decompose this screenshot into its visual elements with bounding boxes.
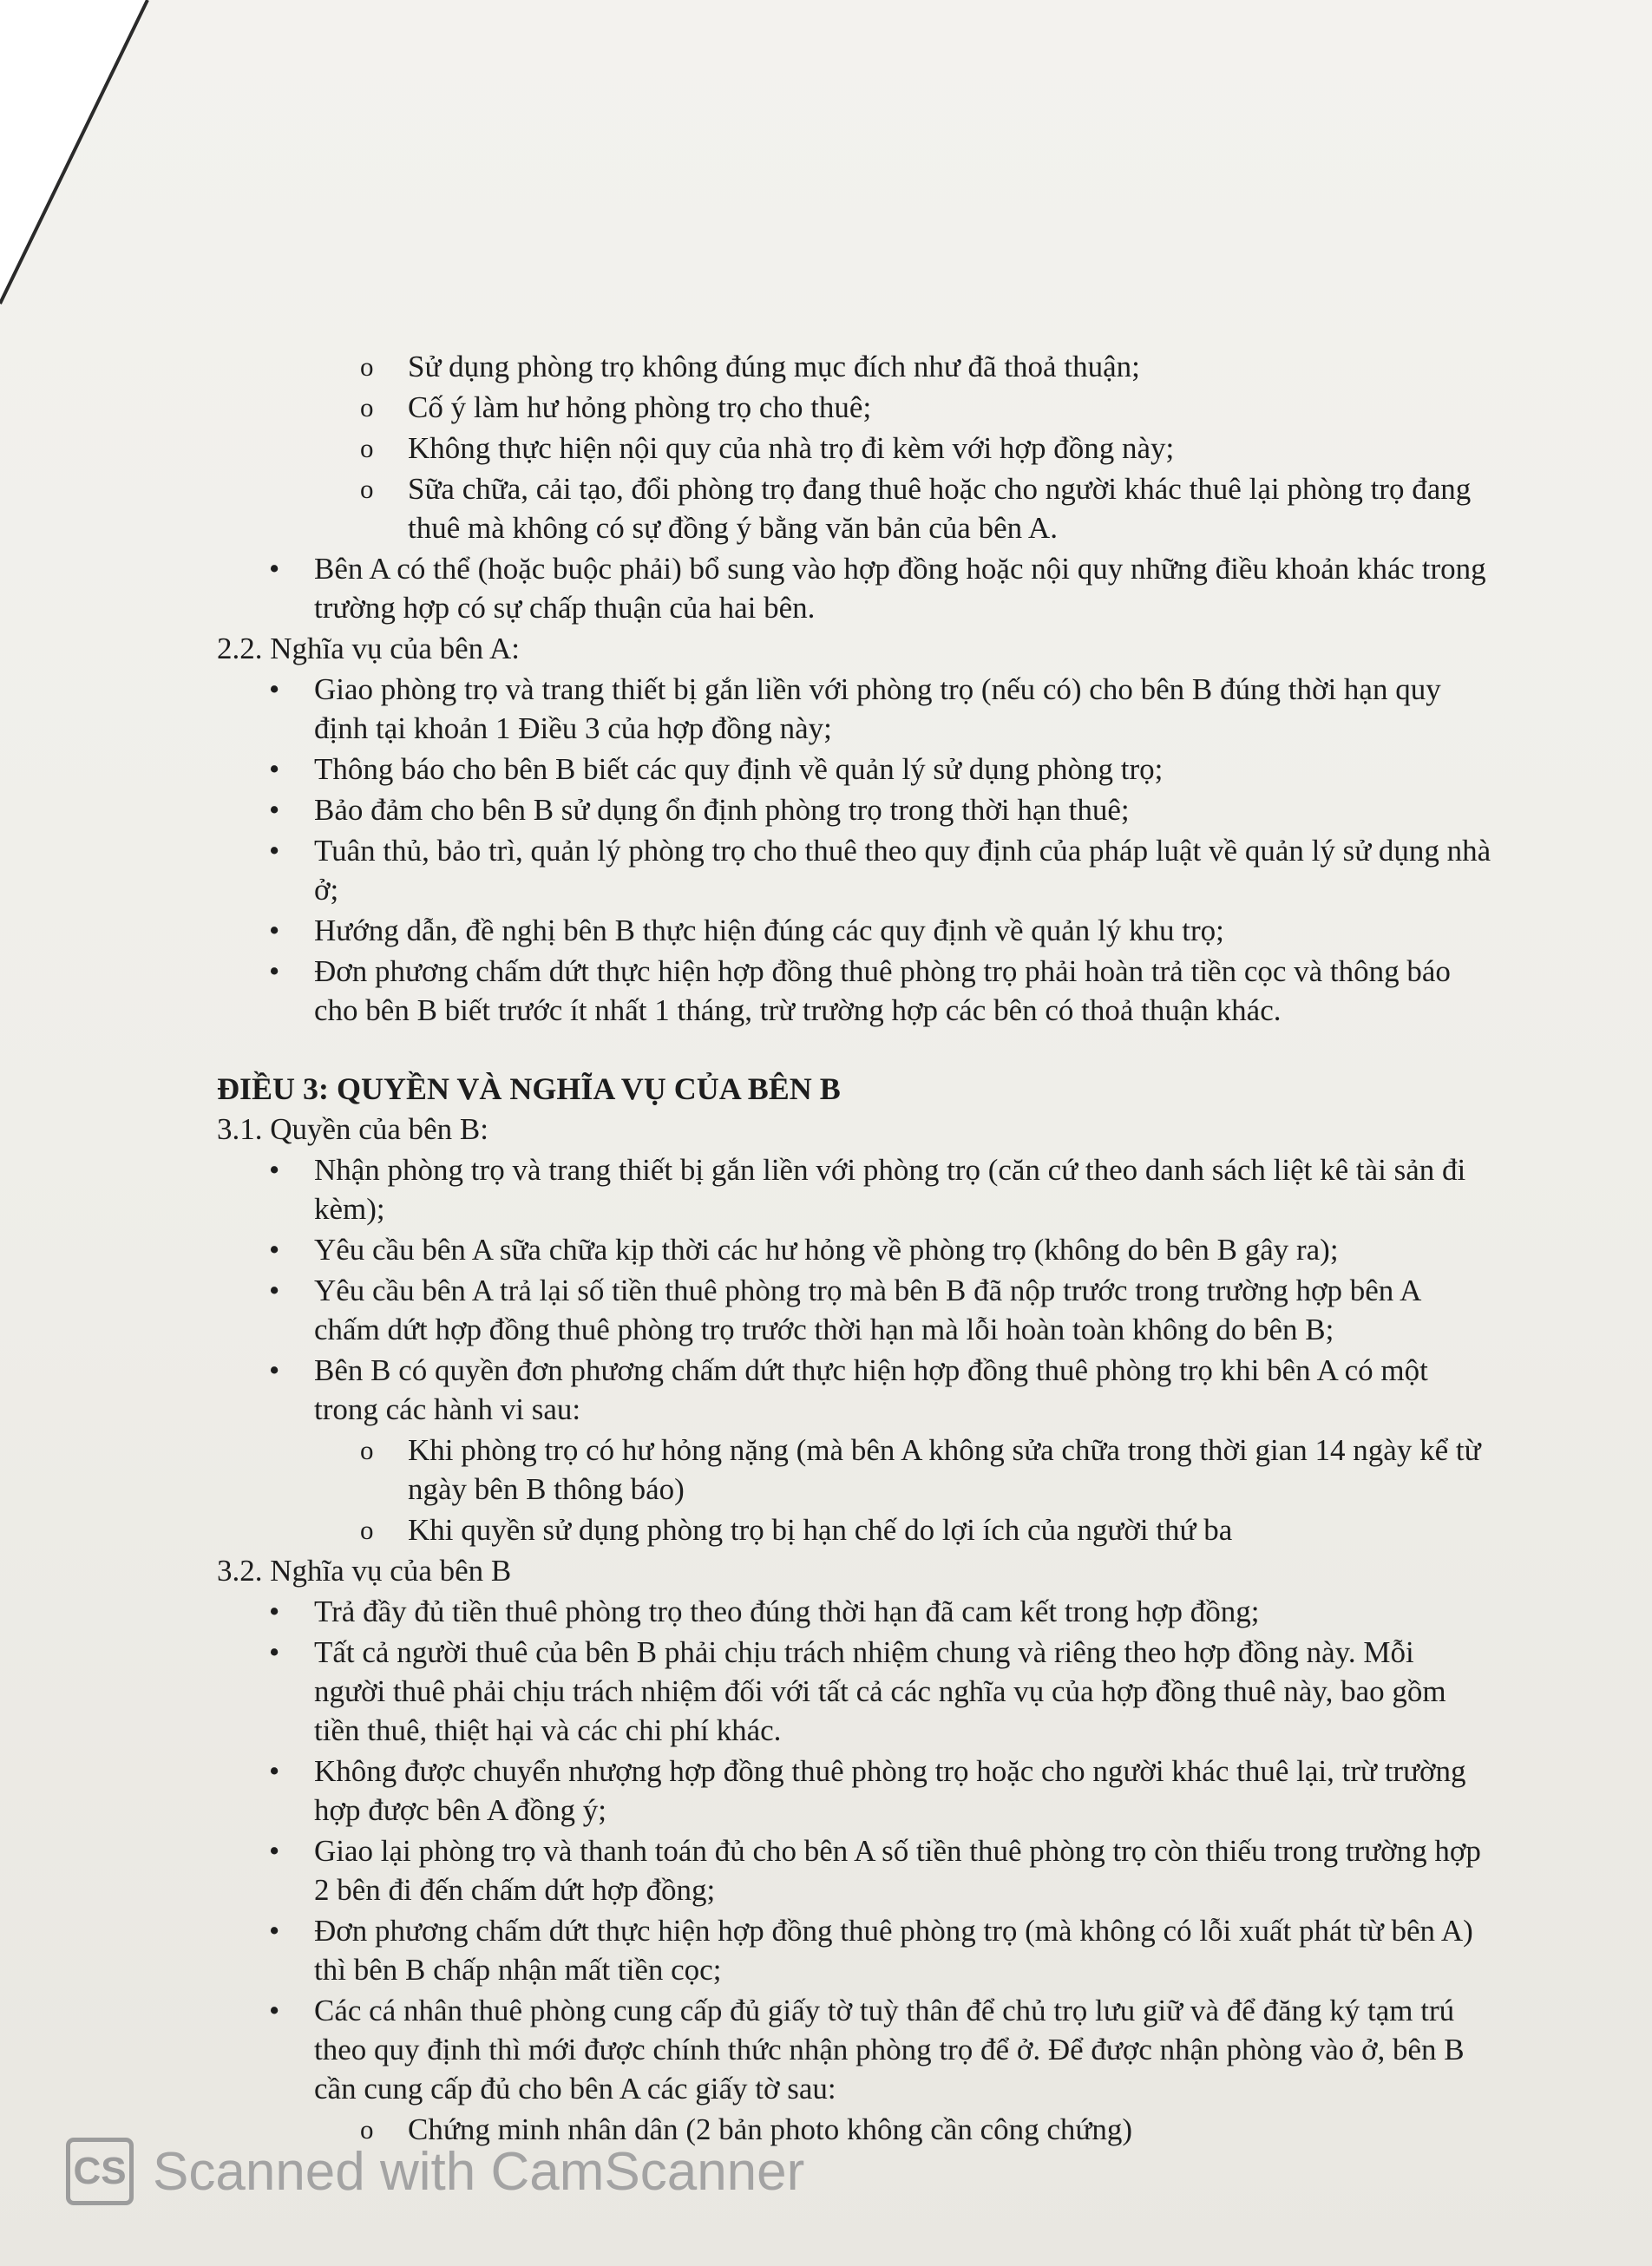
bullet-icon: • bbox=[269, 954, 280, 988]
document-body bbox=[217, 347, 1492, 2151]
item-text: Bên B có quyền đơn phương chấm dứt thực hiện hợp đồng thuê phòng trọ khi bên A có một trong các hành vi sau: bbox=[314, 1353, 1428, 1426]
sub-bullet-item bbox=[217, 388, 1492, 427]
bullet-item bbox=[217, 670, 1492, 748]
item-text: Yêu cầu bên A trả lại số tiền thuê phòng trọ mà bên B đã nộp trước trong trường hợp bên A chấm dứt hợp đồng thuê phòng trọ trước thời hạn mà lỗi hoàn toàn không do bên B; bbox=[314, 1274, 1420, 1346]
bullet-item bbox=[217, 1633, 1492, 1750]
bullet-item bbox=[217, 790, 1492, 829]
item-text: Thông báo cho bên B biết các quy định về quản lý sử dụng phòng trọ; bbox=[314, 752, 1164, 786]
item-text: Trả đầy đủ tiền thuê phòng trọ theo đúng thời hạn đã cam kết trong hợp đồng; bbox=[314, 1595, 1260, 1628]
section-heading: ĐIỀU 3: QUYỀN VÀ NGHĨA VỤ CỦA BÊN B bbox=[217, 1071, 841, 1106]
bullet-item bbox=[217, 1831, 1492, 1909]
bullet-item bbox=[217, 1230, 1492, 1269]
bullet-icon: • bbox=[269, 1635, 280, 1669]
item-text: Hướng dẫn, đề nghị bên B thực hiện đúng các quy định về quản lý khu trọ; bbox=[314, 914, 1224, 947]
bullet-icon: • bbox=[269, 793, 280, 827]
item-text: Không được chuyển nhượng hợp đồng thuê phòng trọ hoặc cho người khác thuê lại, trừ trường hợp được bên A đồng ý; bbox=[314, 1754, 1466, 1827]
item-text: Sử dụng phòng trọ không đúng mục đích như đã thoả thuận; bbox=[408, 350, 1140, 383]
sub-bullet-item bbox=[217, 1431, 1492, 1509]
bullet-icon: • bbox=[269, 1595, 280, 1628]
bullet-icon: • bbox=[269, 1994, 280, 2027]
circle-bullet-icon: o bbox=[360, 1435, 374, 1465]
bullet-item bbox=[217, 1991, 1492, 2108]
item-text: Chứng minh nhân dân (2 bản photo không cần công chứng) bbox=[408, 2112, 1133, 2146]
item-text: Tất cả người thuê của bên B phải chịu trách nhiệm chung và riêng theo hợp đồng này. Mỗi người thuê phải chịu trách nhiệm đối với tất cả các nghĩa vụ của hợp đồng thuê này, bao gồm tiền thuê, thiệt hại và các chi phí khác. bbox=[314, 1635, 1446, 1747]
bullet-item bbox=[217, 1271, 1492, 1349]
bullet-item bbox=[217, 1911, 1492, 1989]
item-text: Không thực hiện nội quy của nhà trọ đi kèm với hợp đồng này; bbox=[408, 431, 1175, 465]
bullet-item bbox=[217, 952, 1492, 1030]
item-text: Khi phòng trọ có hư hỏng nặng (mà bên A không sửa chữa trong thời gian 14 ngày kể từ ngày bên B thông báo) bbox=[408, 1433, 1481, 1506]
watermark-text: Scanned with CamScanner bbox=[153, 2141, 805, 2202]
bullet-icon: • bbox=[269, 672, 280, 706]
item-text: Yêu cầu bên A sữa chữa kịp thời các hư hỏng về phòng trọ (không do bên B gây ra); bbox=[314, 1233, 1339, 1267]
bullet-icon: • bbox=[269, 1233, 280, 1267]
item-text: Tuân thủ, bảo trì, quản lý phòng trọ cho thuê theo quy định của pháp luật về quản lý sử dụng nhà ở; bbox=[314, 834, 1491, 907]
item-text: Sữa chữa, cải tạo, đổi phòng trọ đang thuê hoặc cho người khác thuê lại phòng trọ đang thuê mà không có sự đồng ý bằng văn bản của bên A. bbox=[408, 472, 1472, 545]
subsection-title: 3.2. Nghĩa vụ của bên B bbox=[217, 1554, 512, 1588]
circle-bullet-icon: o bbox=[360, 433, 374, 463]
bullet-icon: • bbox=[269, 1754, 280, 1788]
item-text: Giao lại phòng trọ và thanh toán đủ cho bên A số tiền thuê phòng trọ còn thiếu trong trường hợp 2 bên đi đến chấm dứt hợp đồng; bbox=[314, 1834, 1481, 1907]
bullet-item bbox=[217, 831, 1492, 909]
item-text: Đơn phương chấm dứt thực hiện hợp đồng thuê phòng trọ (mà không có lỗi xuất phát từ bên A) thì bên B chấp nhận mất tiền cọc; bbox=[314, 1914, 1473, 1987]
item-text: Đơn phương chấm dứt thực hiện hợp đồng thuê phòng trọ phải hoàn trả tiền cọc và thông báo cho bên B biết trước ít nhất 1 tháng, trừ trường hợp các bên có thoả thuận khác. bbox=[314, 954, 1451, 1027]
circle-bullet-icon: o bbox=[360, 392, 374, 422]
item-text: Các cá nhân thuê phòng cung cấp đủ giấy tờ tuỳ thân để chủ trọ lưu giữ và để đăng ký tạm trú theo quy định thì mới được chính thức nhận phòng trọ để ở. Để được nhận phòng vào ở, bên B cần cung cấp đủ cho bên A các giấy tờ sau: bbox=[314, 1994, 1465, 2106]
bullet-icon: • bbox=[269, 834, 280, 868]
bullet-item bbox=[217, 1150, 1492, 1228]
circle-bullet-icon: o bbox=[360, 1515, 374, 1545]
sub-bullet-item bbox=[217, 1510, 1492, 1549]
subsection-title: 3.1. Quyền của bên B: bbox=[217, 1112, 488, 1146]
circle-bullet-icon: o bbox=[360, 2114, 374, 2145]
bullet-item bbox=[217, 911, 1492, 950]
bullet-icon: • bbox=[269, 1834, 280, 1868]
bullet-item bbox=[217, 1752, 1492, 1830]
bullet-icon: • bbox=[269, 1274, 280, 1307]
item-text: Cố ý làm hư hỏng phòng trọ cho thuê; bbox=[408, 390, 872, 424]
item-text: Bên A có thể (hoặc buộc phải) bổ sung vào hợp đồng hoặc nội quy những điều khoản khác trong trường hợp có sự chấp thuận của hai bên. bbox=[314, 552, 1486, 625]
item-text: Khi quyền sử dụng phòng trọ bị hạn chế do lợi ích của người thứ ba bbox=[408, 1513, 1233, 1547]
item-text: Giao phòng trọ và trang thiết bị gắn liền với phòng trọ (nếu có) cho bên B đúng thời hạn quy định tại khoản 1 Điều 3 của hợp đồng này; bbox=[314, 672, 1441, 745]
bullet-item bbox=[217, 750, 1492, 789]
camscanner-watermark bbox=[66, 2131, 804, 2212]
bullet-icon: • bbox=[269, 1153, 280, 1187]
sub-bullet-item bbox=[217, 429, 1492, 468]
camscanner-logo-icon: CS bbox=[66, 2138, 134, 2205]
bullet-icon: • bbox=[269, 1353, 280, 1387]
bullet-icon: • bbox=[269, 752, 280, 786]
circle-bullet-icon: o bbox=[360, 351, 374, 382]
bullet-icon: • bbox=[269, 914, 280, 947]
bullet-icon: • bbox=[269, 552, 280, 586]
bullet-item bbox=[217, 549, 1492, 627]
bullet-icon: • bbox=[269, 1914, 280, 1948]
item-text: Bảo đảm cho bên B sử dụng ổn định phòng trọ trong thời hạn thuê; bbox=[314, 793, 1130, 827]
sub-bullet-item bbox=[217, 347, 1492, 386]
circle-bullet-icon: o bbox=[360, 474, 374, 504]
bullet-item bbox=[217, 1592, 1492, 1631]
sub-bullet-item bbox=[217, 469, 1492, 547]
subsection-title: 2.2. Nghĩa vụ của bên A: bbox=[217, 632, 520, 665]
item-text: Nhận phòng trọ và trang thiết bị gắn liền với phòng trọ (căn cứ theo danh sách liệt kê tài sản đi kèm); bbox=[314, 1153, 1466, 1226]
bullet-item bbox=[217, 1351, 1492, 1429]
